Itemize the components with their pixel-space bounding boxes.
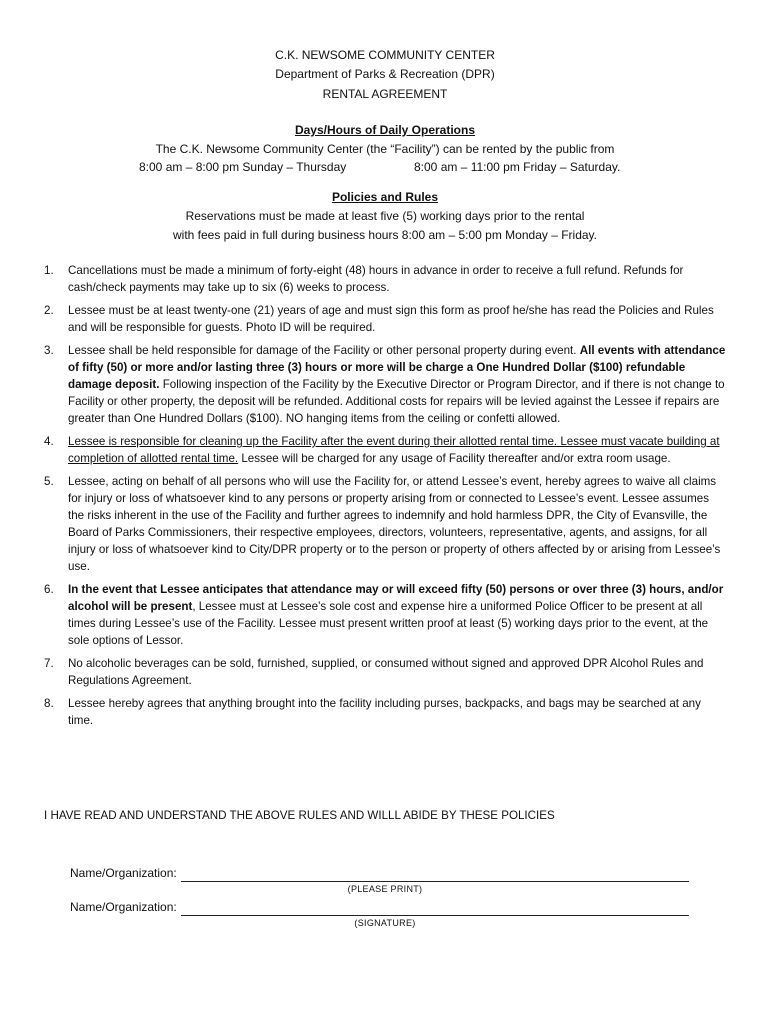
rule-item: [44, 302, 728, 336]
rule-item: [44, 262, 728, 296]
policies-heading: [0, 189, 770, 206]
rule-number: 6.: [44, 583, 54, 596]
policies-line-2: with fees paid in full during business hours 8:00 am – 5:00 pm Monday – Friday.: [172, 228, 597, 242]
signature-field[interactable]: [181, 903, 689, 916]
rule-item: [44, 342, 728, 427]
signature-caption: (SIGNATURE): [354, 918, 416, 928]
rule-text: Lessee hereby agrees that anything brought into the facility including purses, backpacks, and bags may be searched at any time.: [68, 697, 701, 727]
print-caption: (PLEASE PRINT): [347, 884, 423, 894]
policies-line-1: Reservations must be made at least five (5) working days prior to the rental: [185, 209, 585, 223]
rule-text: Lessee must be at least twenty-one (21) years of age and must sign this form as proof he/she has read the Policies and Rules and will be responsible for guests. Photo ID will be required.: [68, 304, 714, 334]
rule-number: 2.: [44, 304, 54, 317]
rule-number: 3.: [44, 344, 54, 357]
rule-number: 8.: [44, 697, 54, 710]
rule-item: [44, 695, 728, 729]
operations-heading-text: Days/Hours of Daily Operations: [294, 123, 476, 137]
rule-text-cont: Following inspection of the Facility by the Executive Director or Program Director, and if there is not change to Facility or other property, the deposit will be refunded. Additional costs for repairs will be levied against the Lessee if repairs are greater than One Hundred Dollars ($100). NO hanging items from the ceiling or confetti allowed.: [68, 378, 725, 425]
rule-number: 4.: [44, 435, 54, 448]
operations-intro: The C.K. Newsome Community Center (the “Facility”) can be rented by the public from: [155, 142, 615, 156]
rule-number: 5.: [44, 475, 54, 488]
rule-bold-text: In the event that Lessee anticipates that attendance may or will exceed fifty (50) persons or over three (3) hours, and/or alcohol will be present: [68, 583, 724, 613]
rule-bold-text: All events with attendance of fifty (50) or more and/or lasting three (3) hours or more will be charge a One Hundred Dollar ($100) refundable damage deposit.: [68, 344, 726, 391]
rule-item: [44, 433, 728, 467]
rule-text: No alcoholic beverages can be sold, furnished, supplied, or consumed without signed and approved DPR Alcohol Rules and Regulations Agreement.: [68, 657, 704, 687]
name-organization-signature-row: [70, 899, 689, 916]
name-organization-print-row: [70, 865, 689, 882]
rule-text: Cancellations must be made a minimum of forty-eight (48) hours in advance in order to receive a full refund. Refunds for cash/check payments may take up to six (6) weeks to process.: [68, 264, 684, 294]
name-organization-label: Name/Organization:: [70, 900, 177, 914]
rule-number: 1.: [44, 264, 54, 277]
department-title: Department of Parks & Recreation (DPR): [275, 67, 495, 81]
rule-text: Lessee shall be held responsible for damage of the Facility or other personal property during event.: [68, 344, 580, 357]
rule-number: 7.: [44, 657, 54, 670]
print-name-field[interactable]: [181, 869, 689, 882]
rule-item: [44, 581, 728, 649]
rule-underlined-text: Lessee is responsible for cleaning up the Facility after the event during their allotted rental time. Lessee must vacate building at completion of allotted rental time.: [68, 435, 720, 465]
operations-heading: [0, 122, 770, 139]
acknowledgement-statement: I HAVE READ AND UNDERSTAND THE ABOVE RULES AND WILLL ABIDE BY THESE POLICIES: [44, 809, 555, 822]
policies-heading-text: Policies and Rules: [331, 190, 439, 204]
hours-weekday: 8:00 am – 8:00 pm Sunday – Thursday: [139, 160, 347, 174]
rules-list: [44, 262, 728, 735]
rule-text: , Lessee must at Lessee’s sole cost and expense hire a uniformed Police Officer to be present at all times during Lessee’s use of the Facility. Lessee must present written proof at least (5) working days prior to the event, at the sole options of Lessor.: [68, 600, 709, 647]
document-title: RENTAL AGREEMENT: [322, 87, 448, 101]
name-organization-label: Name/Organization:: [70, 866, 177, 880]
rule-item: [44, 655, 728, 689]
hours-weekend: 8:00 am – 11:00 pm Friday – Saturday.: [414, 160, 621, 174]
org-title: C.K. NEWSOME COMMUNITY CENTER: [275, 48, 495, 62]
rule-item: [44, 473, 728, 575]
rule-text: Lessee will be charged for any usage of Facility thereafter and/or extra room usage.: [238, 452, 671, 465]
rule-text: Lessee, acting on behalf of all persons who will use the Facility for, or attend Lessee’s event, hereby agrees to waive all claims for injury or loss of whatsoever kind to any persons or property arising from or connected to Lessee’s event. Lessee assumes the risks inherent in the use of the Facility and further agrees to indemnify and hold harmless DPR, the City of Evansville, the Board of Parks Commissioners, their respective employees, directors, volunteers, representative, agents, and assigns, for all injury or loss of whatsoever kind to City/DPR property or to the person or property of others affected by or arising from Lessee’s use.: [68, 475, 721, 573]
